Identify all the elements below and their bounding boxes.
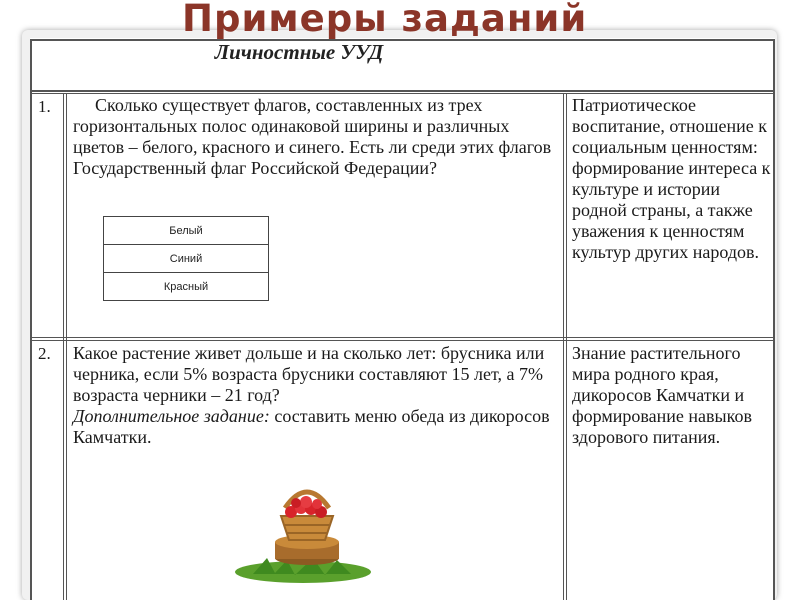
table-col-divider: [66, 93, 67, 600]
table-row-divider: [30, 340, 775, 341]
table-border-left: [30, 39, 32, 600]
berry-basket-icon: [233, 478, 381, 586]
flag-color-cell: Белый: [104, 217, 269, 245]
table-heading: Личностные УУД: [214, 40, 384, 64]
table-row-divider: [30, 93, 775, 94]
table-border-right: [773, 39, 775, 600]
extra-task-text: составить меню обеда из дикоросов Камчатки.: [73, 406, 550, 447]
flag-color-cell: Синий: [104, 245, 269, 273]
task-text: Сколько существует флагов, составленных из трех горизонтальных полос одинаковой ширины и различных цветов – белого, красного и синего. Есть ли среди этих флагов Государственный флаг Российской Федерации?: [73, 95, 552, 178]
slide-title: Примеры заданий: [182, 0, 588, 40]
task-text: [73, 343, 561, 448]
table-col-divider: [566, 93, 567, 600]
table-row-divider: [30, 90, 775, 92]
table-col-divider: [63, 93, 64, 600]
table-col-divider: [563, 93, 564, 600]
extra-task-label: Дополнительное задание:: [73, 406, 270, 426]
table-row-divider: [30, 337, 775, 338]
task-question: Какое растение живет дольше и на сколько лет: брусника или черника, если 5% возраста брусники составляют 15 лет, а 7% возраста черники – 21 год?: [73, 343, 545, 405]
flag-color-cell: Красный: [104, 273, 269, 301]
row-number: 2.: [38, 344, 51, 363]
flag-colors-table: [103, 216, 269, 301]
goal-text: Знание растительного мира родного края, дикоросов Камчатки и формирование навыков здорового питания.: [572, 343, 752, 447]
goal-text: Патриотическое воспитание, отношение к социальным ценностям: формирование интереса к культуре и истории родной страны, а также уважения к ценностям культур других народов.: [572, 95, 771, 262]
row-number: 1.: [38, 97, 51, 116]
